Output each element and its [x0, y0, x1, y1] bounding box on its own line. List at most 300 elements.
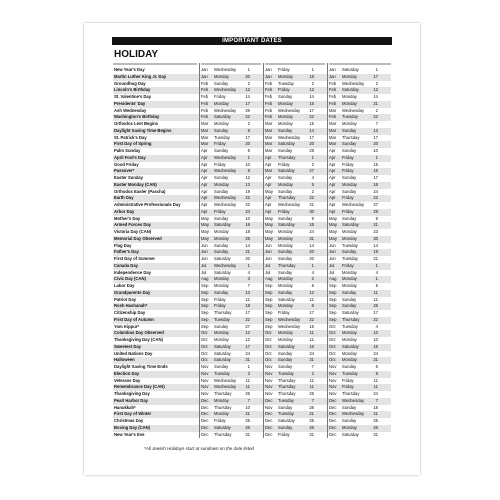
day-number-cell: 26: [373, 424, 378, 430]
weekday-cell: Wednesday: [342, 202, 365, 207]
day-number-cell: 25: [245, 235, 250, 241]
weekday-cell: Wednesday: [214, 195, 237, 201]
weekday-cell: Friday: [342, 195, 354, 201]
day-number-cell: 6: [311, 303, 314, 309]
day-number-cell: 22: [309, 195, 314, 201]
month-cell: Jul: [265, 262, 271, 268]
month-cell: Nov: [329, 377, 337, 383]
month-cell: Sep: [201, 303, 209, 309]
month-cell: Feb: [329, 80, 337, 86]
month-cell: Oct: [265, 343, 272, 349]
day-number-cell: 5: [311, 181, 314, 187]
day-number-cell: 5: [247, 148, 250, 153]
month-cell: Dec: [329, 404, 337, 410]
day-number-cell: 12: [245, 337, 250, 342]
weekday-cell: Sunday: [278, 424, 293, 430]
day-number-cell: 14: [245, 94, 250, 99]
month-cell: Dec: [265, 397, 273, 403]
day-number-cell: 11: [309, 384, 314, 390]
month-cell: Apr: [201, 202, 208, 207]
month-cell: Nov: [329, 370, 337, 376]
holiday-row: [113, 128, 391, 135]
day-number-cell: 1: [311, 154, 314, 160]
holiday-name: Groundhog Day: [114, 80, 146, 86]
weekday-cell: Monday: [278, 235, 293, 241]
month-cell: Nov: [329, 384, 337, 390]
holiday-row: [113, 94, 391, 101]
month-cell: Sep: [329, 283, 337, 288]
month-cell: Dec: [265, 431, 273, 437]
weekday-cell: Tuesday: [278, 80, 294, 86]
day-number-cell: 20: [309, 249, 314, 255]
day-number-cell: 15: [373, 343, 378, 349]
column-divider: [327, 63, 328, 438]
weekday-cell: Monday: [278, 276, 293, 282]
weekday-cell: Thursday: [214, 310, 232, 315]
weekday-cell: Thursday: [342, 134, 360, 140]
month-cell: Feb: [201, 107, 209, 113]
month-cell: May: [201, 235, 209, 241]
day-number-cell: 14: [309, 127, 314, 133]
month-cell: Nov: [201, 377, 209, 383]
holiday-name: Boxing Day (CAN): [114, 424, 151, 430]
weekday-cell: Thursday: [278, 262, 296, 268]
month-cell: Nov: [265, 391, 273, 396]
weekday-cell: Monday: [278, 181, 293, 187]
day-number-cell: 21: [373, 100, 378, 106]
day-number-cell: 14: [245, 242, 250, 248]
weekday-cell: Sunday: [278, 127, 293, 133]
month-cell: Aug: [329, 276, 337, 282]
day-number-cell: 17: [245, 310, 250, 315]
month-cell: Sep: [201, 323, 209, 329]
month-cell: Apr: [329, 154, 336, 160]
month-cell: Oct: [265, 330, 272, 336]
month-cell: Apr: [329, 208, 336, 214]
weekday-cell: Friday: [278, 67, 290, 72]
holiday-row: [113, 357, 391, 364]
weekday-cell: Sunday: [342, 418, 357, 423]
month-cell: Apr: [329, 161, 336, 167]
month-cell: Dec: [201, 397, 209, 403]
column-divider: [199, 63, 200, 438]
holiday-row: [113, 324, 391, 331]
weekday-cell: Friday: [214, 418, 226, 423]
holiday-name: Rosh Hashanah*: [114, 303, 148, 309]
holiday-row: [113, 243, 391, 250]
weekday-cell: Thursday: [214, 431, 232, 437]
day-number-cell: 15: [373, 161, 378, 167]
weekday-cell: Friday: [278, 431, 290, 437]
month-cell: Dec: [329, 397, 337, 403]
day-number-cell: 20: [245, 73, 250, 79]
month-cell: Dec: [201, 431, 209, 437]
important-dates-banner: IMPORTANT DATES: [112, 37, 392, 45]
day-number-cell: 31: [309, 357, 314, 363]
month-cell: Apr: [201, 175, 208, 180]
day-number-cell: 7: [311, 364, 314, 369]
weekday-cell: Monday: [214, 73, 229, 79]
weekday-cell: Saturday: [278, 343, 295, 349]
holiday-row: [113, 364, 391, 371]
weekday-cell: Friday: [214, 296, 226, 302]
day-number-cell: 27: [245, 323, 250, 329]
day-number-cell: 21: [245, 249, 250, 255]
holiday-name: Hanukkah*: [114, 404, 136, 410]
holiday-row: [113, 175, 391, 182]
weekday-cell: Monday: [214, 276, 229, 282]
holiday-name: Election Day: [114, 370, 140, 376]
weekday-cell: Friday: [342, 377, 354, 383]
day-number-cell: 3: [247, 276, 250, 282]
holiday-name: Washington's Birthday: [114, 114, 160, 120]
weekday-cell: Friday: [278, 87, 290, 93]
weekday-cell: Monday: [278, 121, 293, 126]
month-cell: Feb: [265, 114, 273, 120]
month-cell: Jul: [265, 269, 271, 275]
month-cell: Dec: [201, 418, 209, 423]
month-cell: Oct: [201, 330, 208, 336]
day-number-cell: 28: [309, 148, 314, 153]
holiday-name: Daylight Saving Time Ends: [114, 364, 168, 369]
month-cell: Oct: [329, 343, 336, 349]
day-number-cell: 14: [309, 94, 314, 99]
month-cell: Sep: [265, 289, 273, 295]
holiday-row: [113, 189, 391, 196]
day-number-cell: 13: [245, 181, 250, 187]
weekday-cell: Saturday: [278, 296, 295, 302]
weekday-cell: Friday: [278, 208, 290, 214]
day-number-cell: 20: [373, 141, 378, 147]
month-cell: Sep: [329, 310, 337, 315]
weekday-cell: Saturday: [214, 343, 231, 349]
day-number-cell: 22: [373, 114, 378, 120]
day-number-cell: 1: [247, 262, 250, 268]
holiday-row: [113, 67, 391, 74]
column-header-bar: [265, 63, 325, 65]
weekday-cell: Friday: [342, 154, 354, 160]
month-cell: Mar: [265, 121, 273, 126]
month-cell: Sep: [201, 296, 209, 302]
month-cell: Jun: [265, 256, 272, 261]
day-number-cell: 1: [247, 67, 250, 72]
holiday-heading: HOLIDAY: [114, 49, 159, 60]
holiday-row: [113, 378, 391, 385]
weekday-cell: Sunday: [214, 249, 229, 255]
month-cell: Apr: [201, 195, 208, 201]
day-number-cell: 1: [375, 154, 378, 160]
holiday-row: [113, 162, 391, 169]
weekday-cell: Saturday: [342, 343, 359, 349]
day-number-cell: 25: [245, 418, 250, 423]
month-cell: Jun: [265, 249, 272, 255]
holiday-name: Veterans Day: [114, 377, 141, 383]
weekday-cell: Sunday: [342, 404, 357, 410]
month-cell: Dec: [201, 424, 209, 430]
month-cell: Oct: [265, 357, 272, 363]
month-cell: Jan: [201, 67, 208, 72]
weekday-cell: Tuesday: [342, 323, 358, 329]
day-number-cell: 31: [245, 431, 250, 437]
day-number-cell: 25: [373, 418, 378, 423]
month-cell: Dec: [265, 424, 273, 430]
day-number-cell: 31: [373, 357, 378, 363]
month-cell: Sep: [265, 316, 273, 322]
day-number-cell: 25: [309, 391, 314, 396]
day-number-cell: 15: [309, 222, 314, 228]
day-number-cell: 12: [245, 330, 250, 336]
weekday-cell: Wednesday: [214, 202, 237, 207]
day-number-cell: 17: [373, 175, 378, 180]
weekday-cell: Sunday: [342, 215, 357, 221]
day-number-cell: 8: [375, 370, 378, 376]
month-cell: Oct: [201, 343, 208, 349]
weekday-cell: Thursday: [278, 391, 296, 396]
day-number-cell: 22: [245, 316, 250, 322]
weekday-cell: Wednesday: [342, 107, 365, 113]
weekday-cell: Saturday: [278, 222, 295, 228]
holiday-name: St. Valentine's Day: [114, 94, 152, 99]
holiday-name: Christmas Day: [114, 418, 144, 423]
day-number-cell: 12: [245, 87, 250, 93]
month-cell: Mar: [329, 127, 337, 133]
day-number-cell: 27: [309, 168, 314, 174]
day-number-cell: 14: [309, 242, 314, 248]
day-number-cell: 21: [373, 256, 378, 261]
day-number-cell: 5: [375, 283, 378, 288]
weekday-cell: Monday: [214, 397, 229, 403]
holiday-row: [113, 432, 391, 439]
weekday-cell: Saturday: [278, 418, 295, 423]
weekday-cell: Monday: [278, 330, 293, 336]
holiday-row: [113, 229, 391, 236]
day-number-cell: 21: [245, 411, 250, 417]
month-cell: Sep: [201, 289, 209, 295]
weekday-cell: Sunday: [214, 127, 229, 133]
weekday-cell: Monday: [214, 235, 229, 241]
month-cell: Apr: [265, 195, 272, 201]
day-number-cell: 17: [309, 310, 314, 315]
holiday-row: [113, 330, 391, 337]
day-number-cell: 20: [309, 141, 314, 147]
day-number-cell: 8: [247, 127, 250, 133]
holiday-name: Palm Sunday: [114, 148, 141, 153]
month-cell: May: [329, 229, 337, 234]
weekday-cell: Sunday: [342, 175, 357, 180]
weekday-cell: Sunday: [278, 215, 293, 221]
month-cell: Jun: [329, 256, 336, 261]
weekday-cell: Sunday: [214, 215, 229, 221]
month-cell: Feb: [265, 94, 273, 99]
month-cell: May: [265, 235, 273, 241]
day-number-cell: 11: [373, 377, 378, 383]
holiday-row: [113, 209, 391, 216]
month-cell: Mar: [265, 141, 273, 147]
holiday-row: [113, 425, 391, 432]
month-cell: Apr: [265, 208, 272, 214]
weekday-cell: Thursday: [278, 195, 296, 201]
weekday-cell: Monday: [278, 114, 293, 120]
weekday-cell: Friday: [342, 168, 354, 174]
day-number-cell: 2: [311, 188, 314, 194]
weekday-cell: Monday: [214, 330, 229, 336]
holiday-row: [113, 101, 391, 108]
weekday-cell: Tuesday: [342, 256, 358, 261]
month-cell: Nov: [265, 384, 273, 390]
day-number-cell: 10: [245, 404, 250, 410]
holiday-name: Martin Luther King Jr. Day: [114, 73, 167, 79]
weekday-cell: Friday: [214, 161, 226, 167]
day-number-cell: 12: [373, 87, 378, 93]
month-cell: Nov: [201, 391, 209, 396]
day-number-cell: 28: [309, 404, 314, 410]
weekday-cell: Tuesday: [278, 397, 294, 403]
day-number-cell: 11: [245, 384, 250, 390]
day-number-cell: 2: [375, 80, 378, 86]
weekday-cell: Sunday: [278, 357, 293, 363]
day-number-cell: 8: [247, 168, 250, 174]
day-number-cell: 7: [247, 397, 250, 403]
day-number-cell: 18: [373, 404, 378, 410]
month-cell: Sep: [329, 296, 337, 302]
holiday-row: [113, 87, 391, 94]
weekday-cell: Monday: [278, 242, 293, 248]
month-cell: Jun: [201, 256, 208, 261]
day-number-cell: 24: [309, 350, 314, 356]
holiday-row: [113, 297, 391, 304]
month-cell: Mar: [329, 134, 337, 140]
month-cell: Sep: [201, 283, 209, 288]
day-number-cell: 4: [311, 175, 314, 180]
day-number-cell: 21: [309, 202, 314, 207]
day-number-cell: 1: [375, 276, 378, 282]
weekday-cell: Saturday: [342, 87, 359, 93]
weekday-cell: Friday: [214, 208, 226, 214]
weekday-cell: Wednesday: [342, 411, 365, 417]
day-number-cell: 15: [309, 323, 314, 329]
weekday-cell: Monday: [342, 94, 357, 99]
day-number-cell: 15: [309, 100, 314, 106]
day-number-cell: 22: [373, 195, 378, 201]
day-number-cell: 1: [375, 262, 378, 268]
weekday-cell: Monday: [342, 330, 357, 336]
day-number-cell: 26: [245, 107, 250, 113]
day-number-cell: 20: [245, 141, 250, 147]
holiday-name: Yom Kippur*: [114, 323, 140, 329]
month-cell: Feb: [329, 87, 337, 93]
weekday-cell: Sunday: [214, 188, 229, 194]
holiday-row: [113, 303, 391, 310]
holiday-name: Canada Day: [114, 262, 138, 268]
day-number-cell: 26: [245, 391, 250, 396]
day-number-cell: 17: [245, 100, 250, 106]
weekday-cell: Monday: [214, 337, 229, 342]
day-number-cell: 3: [247, 370, 250, 376]
weekday-cell: Tuesday: [342, 114, 358, 120]
holiday-name: Arbor Day: [114, 208, 135, 214]
day-number-cell: 18: [245, 229, 250, 234]
weekday-cell: Monday: [214, 121, 229, 126]
holiday-row: [113, 114, 391, 121]
holiday-name: Easter Monday (CAN): [114, 181, 157, 187]
day-number-cell: 11: [373, 296, 378, 302]
month-cell: Nov: [265, 364, 273, 369]
holiday-name: Good Friday: [114, 161, 139, 167]
day-number-cell: 4: [247, 269, 250, 275]
month-cell: Jun: [329, 242, 336, 248]
weekday-cell: Tuesday: [214, 316, 230, 322]
month-cell: Nov: [265, 377, 273, 383]
weekday-cell: Sunday: [342, 303, 357, 309]
weekday-cell: Wednesday: [278, 107, 301, 113]
weekday-cell: Sunday: [214, 148, 229, 153]
holiday-name: Father's Day: [114, 249, 139, 255]
weekday-cell: Monday: [214, 100, 229, 106]
weekday-cell: Sunday: [214, 364, 229, 369]
holiday-row: [113, 337, 391, 344]
holiday-name: St. Patrick's Day: [114, 134, 147, 140]
weekday-cell: Friday: [342, 208, 354, 214]
holiday-row: [113, 108, 391, 115]
holiday-row: [113, 222, 391, 229]
month-cell: Mar: [329, 107, 337, 113]
month-cell: Oct: [329, 337, 336, 342]
day-number-cell: 4: [375, 269, 378, 275]
month-cell: Sep: [329, 316, 337, 322]
holiday-name: Mother's Day: [114, 215, 141, 221]
weekday-cell: Thursday: [214, 404, 232, 410]
weekday-cell: Monday: [342, 269, 357, 275]
weekday-cell: Friday: [214, 94, 226, 99]
weekday-cell: Saturday: [342, 431, 359, 437]
holiday-name: First Day of Autumn: [114, 316, 154, 322]
day-number-cell: 24: [245, 350, 250, 356]
holiday-row: [113, 135, 391, 142]
month-cell: Apr: [201, 161, 208, 167]
holiday-row: [113, 168, 391, 175]
day-number-cell: 30: [309, 208, 314, 214]
weekday-cell: Monday: [278, 73, 293, 79]
day-number-cell: 31: [309, 431, 314, 437]
weekday-cell: Sunday: [278, 175, 293, 180]
day-number-cell: 24: [373, 350, 378, 356]
month-cell: Jun: [201, 242, 208, 248]
day-number-cell: 24: [245, 208, 250, 214]
weekday-cell: Monday: [214, 181, 229, 187]
day-number-cell: 25: [309, 418, 314, 423]
day-number-cell: 18: [245, 303, 250, 309]
weekday-cell: Wednesday: [342, 80, 365, 86]
day-number-cell: 31: [309, 235, 314, 241]
holiday-name: Orthodox Easter (Pascha): [114, 188, 166, 194]
month-cell: Nov: [201, 384, 209, 390]
month-cell: Apr: [265, 202, 272, 207]
weekday-cell: Wednesday: [214, 168, 237, 174]
month-cell: Jan: [265, 73, 272, 79]
weekday-cell: Wednesday: [278, 323, 301, 329]
weekday-cell: Friday: [342, 384, 354, 390]
weekday-cell: Monday: [278, 229, 293, 234]
day-number-cell: 20: [309, 256, 314, 261]
day-number-cell: 10: [373, 330, 378, 336]
day-number-cell: 6: [375, 364, 378, 369]
day-number-cell: 11: [309, 330, 314, 336]
weekday-cell: Saturday: [278, 168, 295, 174]
day-number-cell: 18: [309, 73, 314, 79]
day-number-cell: 22: [309, 316, 314, 322]
month-cell: Jun: [201, 249, 208, 255]
day-number-cell: 21: [373, 411, 378, 417]
